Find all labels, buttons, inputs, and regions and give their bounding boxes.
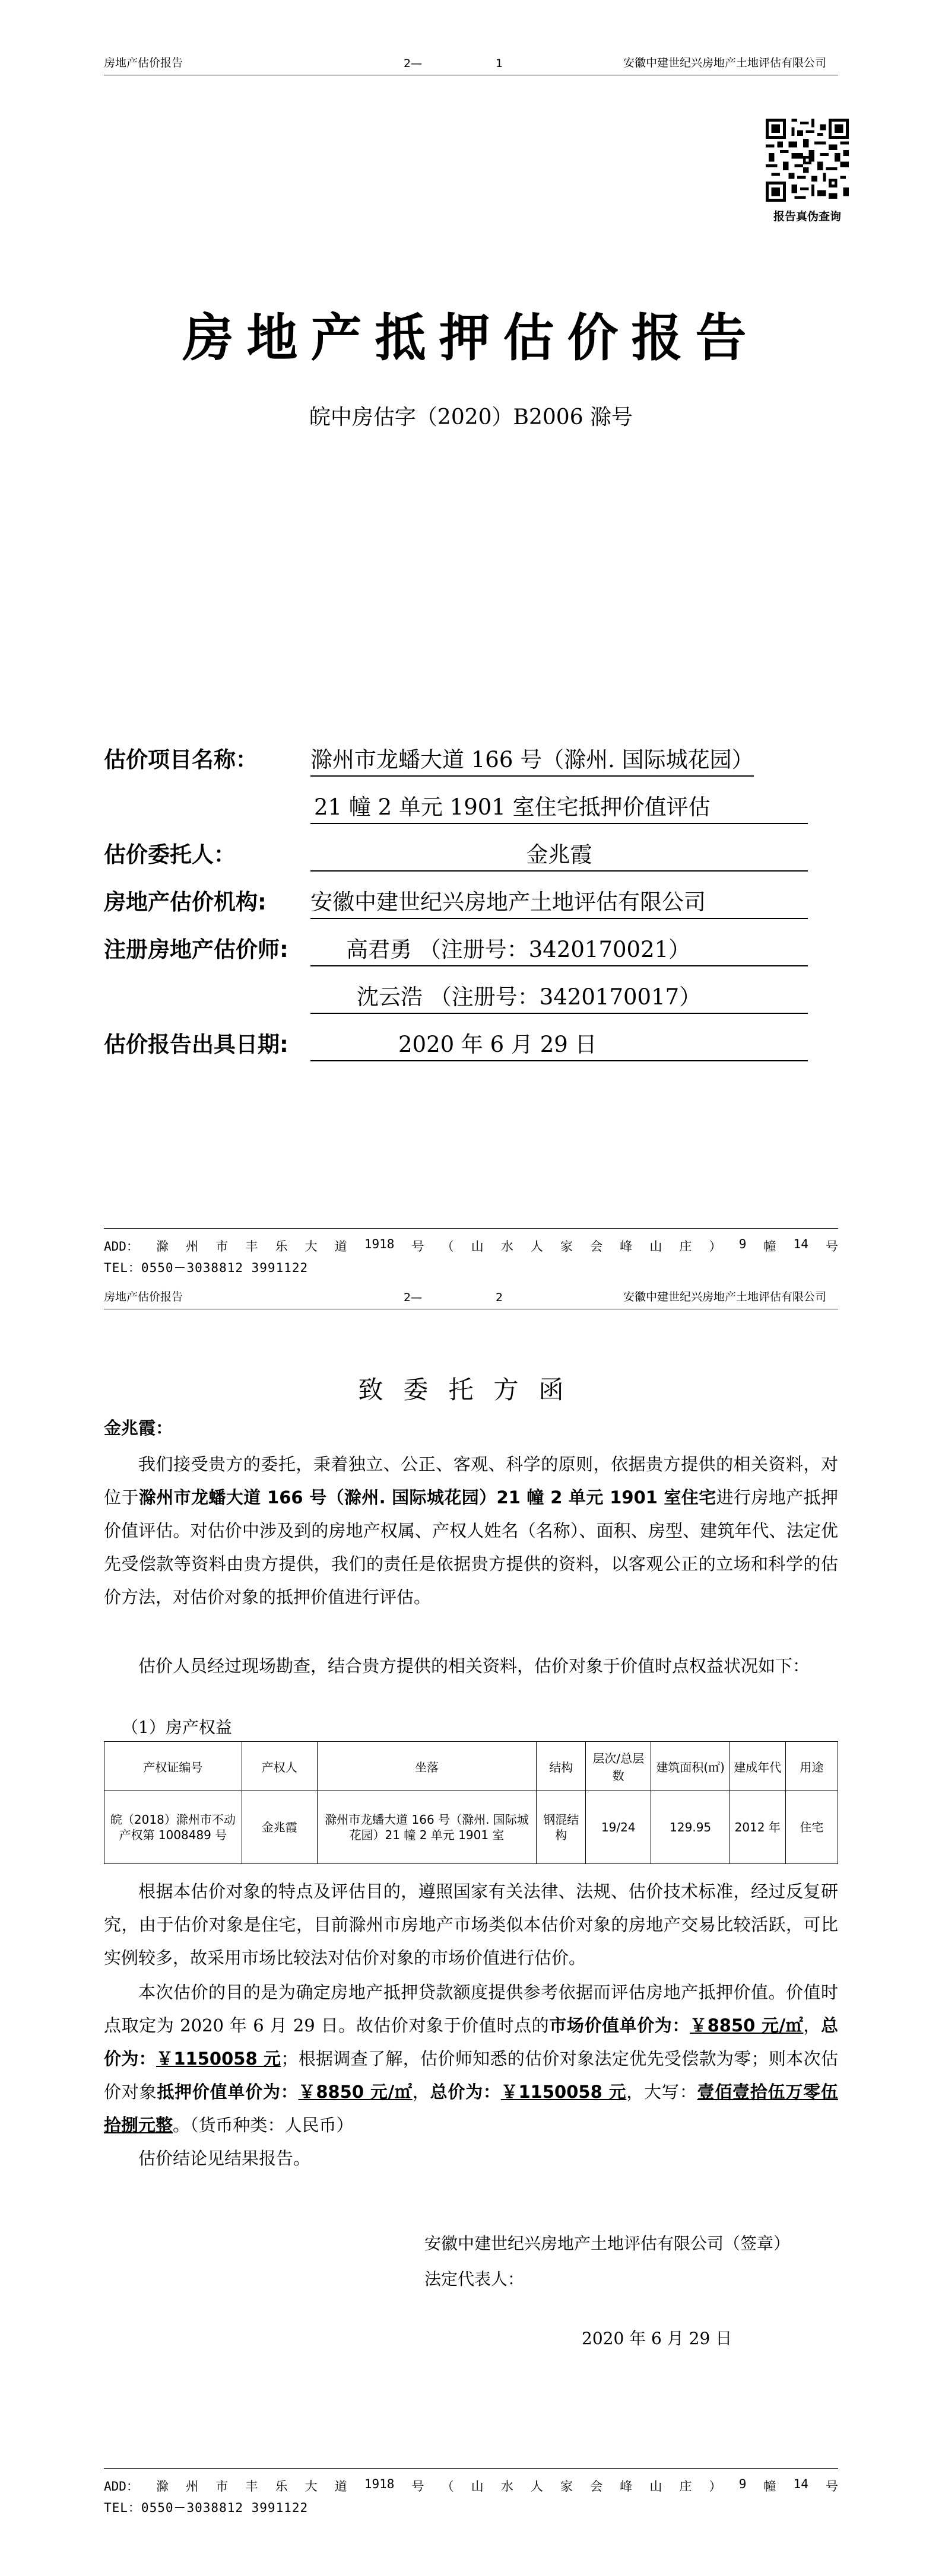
table-cell: 2012 年: [730, 1791, 785, 1864]
appraiser-row: [104, 931, 808, 966]
footer-address-token: 家: [560, 1239, 573, 1254]
footer-address-token: 水: [500, 1239, 513, 1254]
footer-address-token: 道: [334, 1239, 347, 1254]
table-header-cell: 建成年代: [730, 1742, 785, 1791]
table-row: [104, 1791, 838, 1864]
p4-currency-note: 。（货币种类：人民币）: [173, 2115, 354, 2135]
footer-address-token: 滁: [156, 1239, 169, 1254]
footer-address-token: 幢: [763, 1239, 776, 1254]
footer-address-token: 9: [738, 1237, 747, 1251]
table-header-cell: 产权证编号: [104, 1742, 242, 1791]
table-header-cell: 层次/总层数: [586, 1742, 651, 1791]
footer-address-token: 大: [305, 1239, 318, 1254]
salutation: 金兆霞：: [104, 1418, 173, 1438]
footer-address-token: 号: [411, 1239, 424, 1254]
appraiser-2: 沈云浩 （注册号：3420170017）: [310, 979, 808, 1014]
header-title: 房地产估价报告: [104, 1290, 183, 1303]
property-rights-table: [104, 1741, 838, 1864]
client-value: 金兆霞: [310, 837, 808, 872]
report-date-row: [104, 1026, 808, 1061]
footer-address-token: 家: [560, 2479, 573, 2494]
table-cell: 住宅: [785, 1791, 838, 1864]
signature-company: 安徽中建世纪兴房地产土地评估有限公司（签章）: [424, 2234, 791, 2253]
table-header-row: [104, 1742, 838, 1791]
page-header: [104, 47, 838, 75]
footer-address-token: 人: [530, 2479, 543, 2494]
table-header-cell: 结构: [537, 1742, 586, 1791]
p4-amount-in-words: 壹佰壹拾伍万零伍拾捌元整: [104, 2082, 838, 2135]
footer-address-token: 道: [334, 2479, 347, 2494]
footer-address-token: 人: [530, 1239, 543, 1254]
footer-address-token: 号: [825, 1239, 838, 1254]
p4-mortgage-unit-label: 抵押价值单价为：: [157, 2082, 299, 2102]
p4-text-g: ；根据调查了解，估价师知悉的估价对象法定优先受偿款为零；则本次估价对象: [104, 2049, 838, 2102]
paragraph-1: [104, 1448, 838, 1614]
page-footer: [104, 1228, 838, 1276]
p1-property-address: 滁州市龙蟠大道 166 号（滁州. 国际城花园）21 幢 2 单元 1901 室住宅: [138, 1487, 716, 1508]
table-cell: 皖（2018）滁州市不动产权第 1008489 号: [104, 1791, 242, 1864]
section-subtitle: （1）房产权益: [122, 1718, 232, 1737]
footer-address-token: 1918: [364, 2477, 395, 2491]
p4-market-unit-label: 市场价值单价为：: [549, 2015, 690, 2036]
footer-address-token: 山: [649, 1239, 662, 1254]
footer-address-token: 14: [793, 1237, 808, 1251]
page-header: [104, 1281, 838, 1309]
project-name-value-line2: 21 幢 2 单元 1901 室住宅抵押价值评估: [310, 789, 808, 824]
footer-address-token: 丰: [245, 2479, 258, 2494]
footer-address-token: 庄: [679, 1239, 692, 1254]
header-company: 安徽中建世纪兴房地产土地评估有限公司: [623, 1290, 826, 1303]
header-title: 房地产估价报告: [104, 56, 183, 69]
p4-text-a: 本次估价的目的是为确定房地产抵押贷款额度提供参考依据而评估房地产抵押价值。价值时点取定为 2020 年 6 月 29 日。故估价对象于价值时点的: [104, 1982, 838, 2036]
footer-phone: TEL：0550－3038812 3991122: [104, 2501, 309, 2515]
header-page-number: 1: [496, 57, 503, 70]
qr-caption: 报告真伪查询: [773, 210, 841, 223]
table-header-cell: 坐落: [317, 1742, 537, 1791]
footer-address-token: 峰: [620, 1239, 633, 1254]
project-name-row: [104, 742, 754, 777]
footer-address-token: 市: [215, 1239, 229, 1254]
appraiser-1: 高君勇 （注册号：3420170021）: [310, 931, 808, 966]
cover-page: [0, 0, 942, 1281]
footer-address-token: ADD：: [104, 2479, 139, 2494]
footer-address-token: 乐: [275, 1239, 288, 1254]
document-number: 皖中房估字（2020）B2006 滁号: [309, 405, 633, 430]
footer-address-token: 号: [411, 2479, 424, 2494]
footer-address-token: 山: [471, 2479, 484, 2494]
footer-address: [104, 2468, 838, 2495]
footer-address-token: 号: [825, 2479, 838, 2494]
footer-address-token: 9: [738, 2477, 747, 2491]
paragraph-3: 根据本估价对象的特点及评估目的，遵照国家有关法律、法规、估价技术标准，经过反复研究，由于估价对象是住宅，目前滁州市房地产市场类似本估价对象的房地产交易比较活跃，可比实例较多，故采用市场比较法对估价对象的市场价值进行估价。: [104, 1881, 838, 1968]
footer-address-token: ）: [709, 2479, 722, 2494]
header-page-prefix: 2—: [404, 57, 423, 70]
signature-date: 2020 年 6 月 29 日: [582, 2329, 732, 2348]
report-date-label: 估价报告出具日期:: [104, 1032, 288, 1057]
footer-address-token: 14: [793, 2477, 808, 2491]
footer-address-token: （: [441, 2479, 454, 2494]
footer-address: [104, 1228, 838, 1255]
letter-title: 致委托方函: [358, 1375, 584, 1404]
footer-address-token: 州: [186, 2479, 199, 2494]
footer-address-token: 滁: [156, 2479, 169, 2494]
table-cell: 钢混结构: [537, 1791, 586, 1864]
table-header-cell: 建筑面积(㎡): [651, 1742, 730, 1791]
table-cell: 滁州市龙蟠大道 166 号（滁州. 国际城花园）21 幢 2 单元 1901 室: [317, 1791, 537, 1864]
footer-address-token: 市: [215, 2479, 229, 2494]
table-cell: 19/24: [586, 1791, 651, 1864]
table-header-cell: 用途: [785, 1742, 838, 1791]
footer-phone: TEL：0550－3038812 3991122: [104, 1261, 309, 1275]
p4-market-total-label: 总价为：: [104, 2015, 838, 2069]
page-footer: [104, 2468, 838, 2516]
footer-address-token: 丰: [245, 1239, 258, 1254]
agency-label: 房地产估价机构:: [104, 889, 267, 915]
p4-mortgage-total-value: ￥1150058 元: [500, 2082, 627, 2102]
header-page-number: 2: [496, 1291, 503, 1304]
client-label: 估价委托人：: [104, 842, 236, 867]
agency-row: [104, 884, 808, 919]
project-name-value: 滁州市龙蟠大道 166 号（滁州. 国际城花园）: [310, 742, 754, 777]
header-page-prefix: 2—: [404, 1291, 423, 1304]
footer-address-token: 山: [649, 2479, 662, 2494]
footer-address-token: （: [441, 1239, 454, 1254]
footer-address-token: 山: [471, 1239, 484, 1254]
footer-address-token: 幢: [763, 2479, 776, 2494]
footer-address-token: ）: [709, 1239, 722, 1254]
footer-address-token: 乐: [275, 2479, 288, 2494]
p1-text-a: 我们接受贵方的委托，秉着独立、公正、客观、科学的原则，依据贵方提供的相关资料，对位于: [104, 1454, 838, 1508]
footer-address-token: 大: [305, 2479, 318, 2494]
footer-address-token: 水: [500, 2479, 513, 2494]
table-cell: 金兆霞: [242, 1791, 317, 1864]
paragraph-4: [104, 1976, 838, 2142]
p1-text-c: 进行房地产抵押价值评估。对估价中涉及到的房地产权属、产权人姓名（名称）、面积、房型、建筑年代、法定优先受偿款等资料由贵方提供，我们的责任是依据贵方提供的资料，以客观公正的立场和科学的估价方法，对估价对象的抵押价值进行评估。: [104, 1487, 838, 1607]
qr-code-icon[interactable]: [766, 119, 849, 202]
legal-representative: 法定代表人：: [424, 2269, 525, 2289]
p4-market-unit-value: ￥8850 元/㎡: [690, 2015, 804, 2036]
footer-address-token: 会: [590, 1239, 603, 1254]
footer-address-token: ADD：: [104, 1239, 139, 1254]
paragraph-2: 估价人员经过现场勘查，结合贵方提供的相关资料，估价对象于价值时点权益状况如下：: [138, 1656, 810, 1676]
footer-address-token: 峰: [620, 2479, 633, 2494]
table-header-cell: 产权人: [242, 1742, 317, 1791]
p4-text-m: ，大写：: [626, 2082, 697, 2102]
report-date-value: 2020 年 6 月 29 日: [310, 1026, 808, 1061]
header-company: 安徽中建世纪兴房地产土地评估有限公司: [623, 56, 826, 69]
footer-address-token: 庄: [679, 2479, 692, 2494]
p4-mortgage-total-label: 总价为：: [430, 2082, 501, 2102]
p4-comma: ，: [803, 2015, 821, 2036]
footer-address-token: 1918: [364, 1237, 395, 1251]
table-cell: 129.95: [651, 1791, 730, 1864]
paragraph-5: 估价结论见结果报告。: [138, 2148, 311, 2168]
agency-value: 安徽中建世纪兴房地产土地评估有限公司: [310, 884, 808, 919]
appraiser-label: 注册房地产估价师:: [104, 937, 288, 962]
footer-address-token: 会: [590, 2479, 603, 2494]
p4-comma: ，: [412, 2082, 430, 2102]
client-row: [104, 837, 808, 872]
letter-page: [0, 1281, 942, 2576]
project-name-label: 估价项目名称：: [104, 747, 258, 772]
report-title: 房地产抵押估价报告: [182, 308, 760, 368]
footer-address-token: 州: [186, 1239, 199, 1254]
p4-mortgage-unit-value: ￥8850 元/㎡: [298, 2082, 413, 2102]
p4-market-total-value: ￥1150058 元: [156, 2049, 281, 2069]
